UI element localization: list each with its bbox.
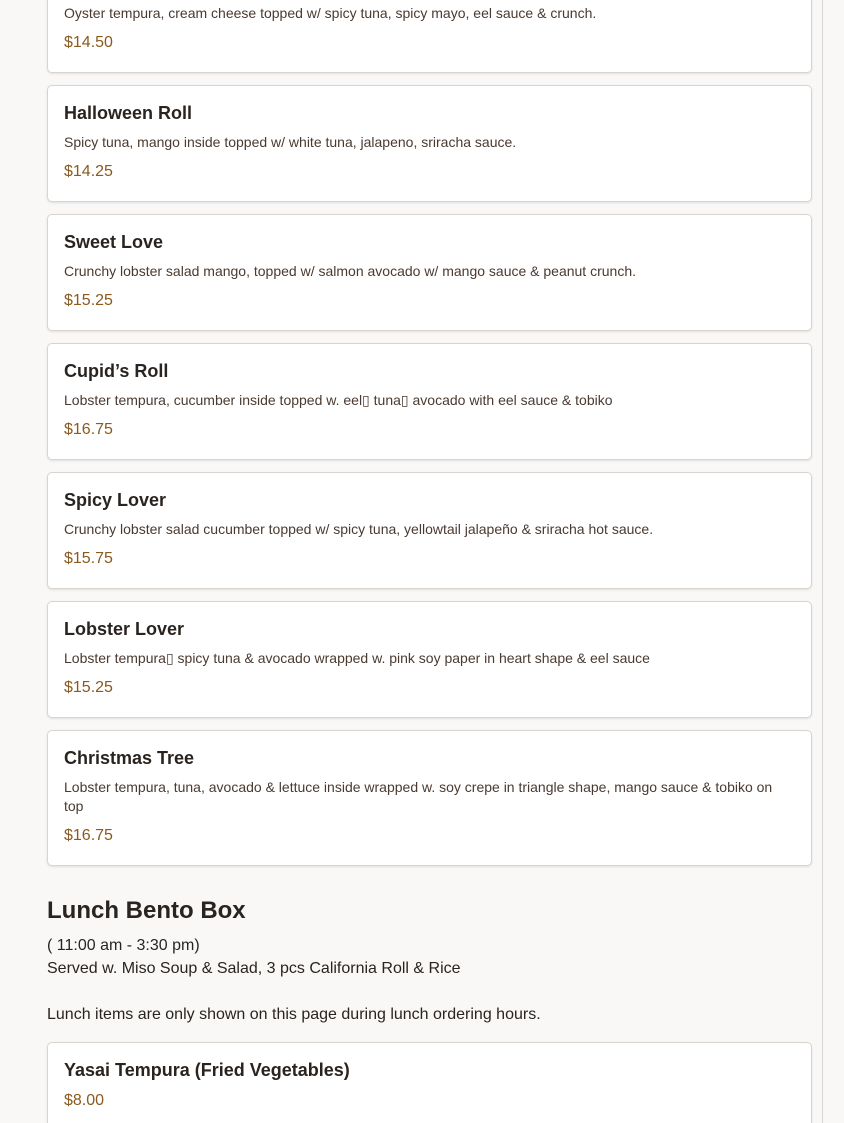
menu-item-card[interactable] — [47, 0, 812, 73]
menu-item-card[interactable] — [47, 730, 812, 866]
menu-item-description: Spicy tuna, mango inside topped w/ white tuna, jalapeno, sriracha sauce. — [64, 134, 517, 150]
menu-item-title: Yasai Tempura (Fried Vegetables) — [64, 1060, 350, 1080]
scrollbar-divider — [822, 0, 823, 1123]
menu-item-description: Crunchy lobster salad mango, topped w/ salmon avocado w/ mango sauce & peanut crunch. — [64, 263, 636, 279]
menu-item-title: Halloween Roll — [64, 103, 193, 123]
menu-item-title: Cupid’s Roll — [64, 361, 169, 381]
menu-item-description: Oyster tempura, cream cheese topped w/ spicy tuna, spicy mayo, eel sauce & crunch. — [64, 5, 597, 21]
menu-item-description: Lobster tempura, tuna, avocado & lettuce inside wrapped w. soy crepe in triangle shape, mango sauce & tobiko on top — [64, 779, 773, 814]
menu-item-price: $16.75 — [64, 827, 113, 844]
menu-item-price: $14.50 — [64, 34, 113, 51]
menu-item-description: Lobster tempura, cucumber inside topped w. eel▯ tuna▯ avocado with eel sauce & tobiko — [64, 392, 613, 408]
menu-item-price: $16.75 — [64, 421, 113, 438]
menu-item-price: $15.75 — [64, 550, 113, 567]
menu-item-description: Lobster tempura▯ spicy tuna & avocado wrapped w. pink soy paper in heart shape & eel sauce — [64, 650, 650, 666]
menu-item-description: Crunchy lobster salad cucumber topped w/ spicy tuna, yellowtail jalapeño & sriracha hot sauce. — [64, 521, 654, 537]
section-hours: ( 11:00 am - 3:30 pm) — [47, 937, 200, 954]
lunch-bento-section — [47, 896, 812, 1123]
menu-item-price: $15.25 — [64, 292, 113, 309]
menu-item-card[interactable] — [47, 1042, 812, 1123]
section-title: Lunch Bento Box — [47, 897, 246, 924]
menu-item-card[interactable] — [47, 472, 812, 589]
menu-item-card[interactable] — [47, 601, 812, 718]
menu-item-title: Spicy Lover — [64, 490, 167, 510]
menu-item-price: $8.00 — [64, 1092, 105, 1109]
menu-content — [47, 0, 812, 1123]
menu-item-title: Lobster Lover — [64, 619, 185, 639]
menu-item-card[interactable] — [47, 343, 812, 460]
menu-item-price: $15.25 — [64, 679, 113, 696]
section-served-with: Served w. Miso Soup & Salad, 3 pcs California Roll & Rice — [47, 960, 461, 977]
menu-item-card[interactable] — [47, 214, 812, 331]
section-note: Lunch items are only shown on this page during lunch ordering hours. — [47, 1006, 541, 1023]
menu-item-card[interactable] — [47, 85, 812, 202]
menu-item-price: $14.25 — [64, 163, 113, 180]
menu-item-title: Christmas Tree — [64, 748, 195, 768]
menu-item-title: Sweet Love — [64, 232, 164, 252]
